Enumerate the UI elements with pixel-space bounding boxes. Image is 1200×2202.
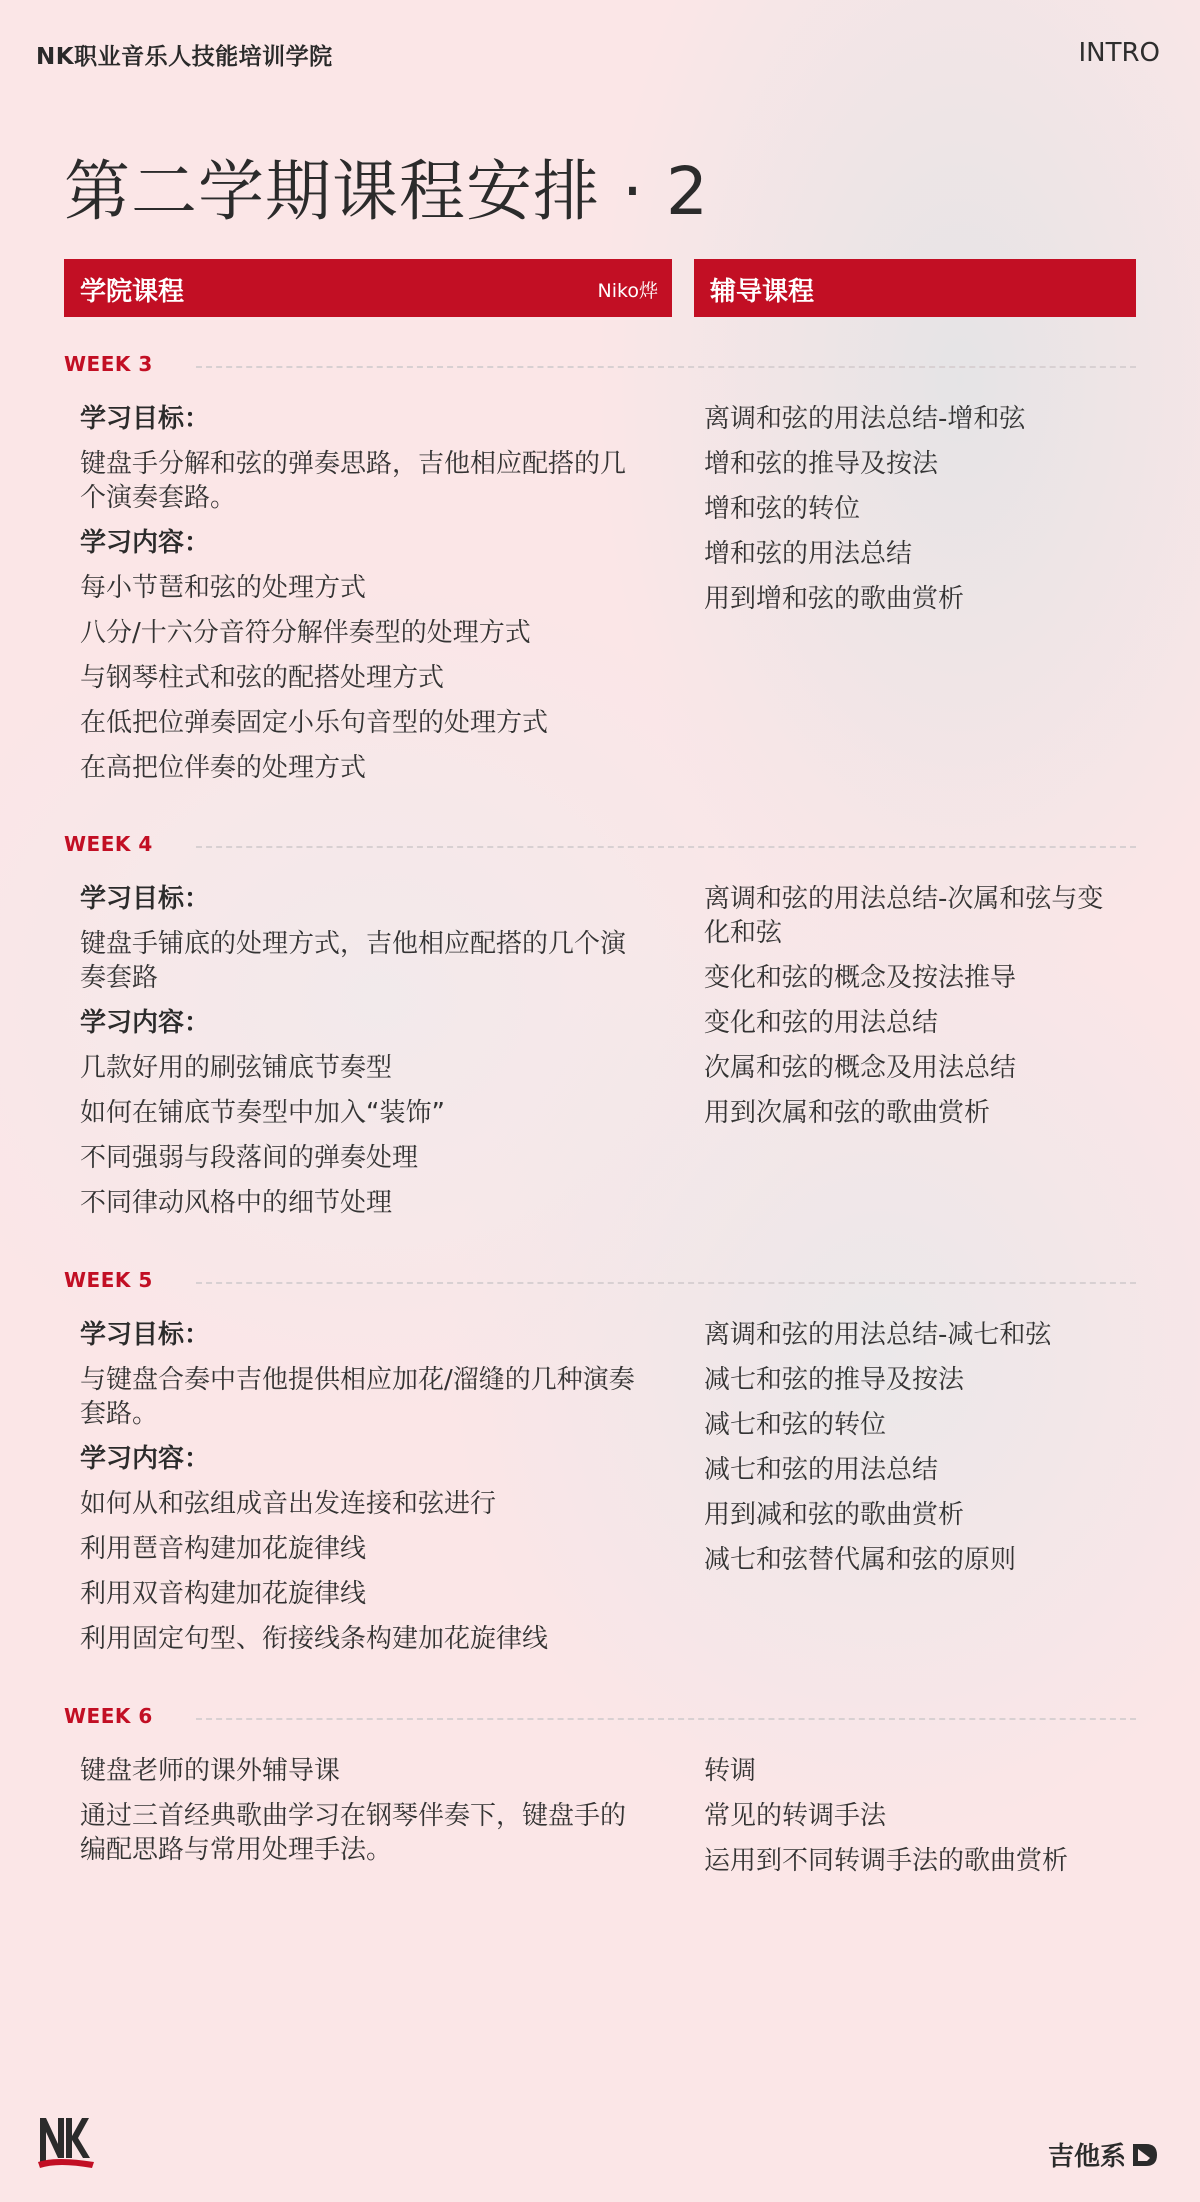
academy-course-list xyxy=(80,1754,640,1878)
course-item: 在高把位伴奏的处理方式 xyxy=(80,753,367,783)
week-divider xyxy=(196,366,1136,368)
department-mark-icon xyxy=(1130,2141,1160,2169)
section-heading: 学习内容： xyxy=(80,1008,211,1038)
tutoring-item: 用到减和弦的歌曲赏析 xyxy=(704,1500,965,1530)
tutoring-item: 减七和弦的推导及按法 xyxy=(704,1365,965,1395)
tutoring-item: 增和弦的推导及按法 xyxy=(704,449,939,479)
academy-course-list xyxy=(80,882,640,1231)
column-header-label: 学院课程 xyxy=(80,277,185,307)
course-item: 键盘手铺底的处理方式，吉他相应配搭的几个演奏套路 xyxy=(80,929,627,993)
tutoring-item: 变化和弦的用法总结 xyxy=(704,1008,939,1038)
course-item: 不同强弱与段落间的弹奏处理 xyxy=(80,1143,419,1173)
tutoring-item: 离调和弦的用法总结-次属和弦与变化和弦 xyxy=(704,884,1104,948)
course-item: 如何从和弦组成音出发连接和弦进行 xyxy=(80,1489,497,1519)
tutoring-item: 减七和弦替代属和弦的原则 xyxy=(704,1545,1017,1575)
tutoring-item: 减七和弦的用法总结 xyxy=(704,1455,939,1485)
section-heading: 学习目标： xyxy=(80,884,211,914)
section-heading: 学习目标： xyxy=(80,1320,211,1350)
tutoring-item: 离调和弦的用法总结-增和弦 xyxy=(704,404,1026,434)
week-label: WEEK 4 xyxy=(64,832,153,856)
tutoring-item: 用到次属和弦的歌曲赏析 xyxy=(704,1098,991,1128)
week-label: WEEK 5 xyxy=(64,1268,153,1292)
tutoring-item: 增和弦的转位 xyxy=(704,494,861,524)
week-divider xyxy=(196,846,1136,848)
column-header-academy xyxy=(64,259,672,317)
course-item: 几款好用的刷弦铺底节奏型 xyxy=(80,1053,393,1083)
column-header-tutoring xyxy=(694,259,1136,317)
tutoring-item: 离调和弦的用法总结-减七和弦 xyxy=(704,1320,1052,1350)
week-divider xyxy=(196,1282,1136,1284)
page-title: 第二学期课程安排 · 2 xyxy=(64,153,709,230)
tutoring-item: 变化和弦的概念及按法推导 xyxy=(704,963,1017,993)
section-label: INTRO xyxy=(1078,38,1160,68)
department-text: 吉他系 xyxy=(1047,2142,1126,2172)
course-item: 与键盘合奏中吉他提供相应加花/溜缝的几种演奏套路。 xyxy=(80,1365,635,1429)
course-item: 键盘手分解和弦的弹奏思路，吉他相应配搭的几个演奏套路。 xyxy=(80,449,627,513)
tutoring-item: 运用到不同转调手法的歌曲赏析 xyxy=(704,1846,1069,1876)
tutoring-course-list xyxy=(704,1318,1104,1588)
department-label xyxy=(1048,2136,1160,2173)
section-heading: 学习内容： xyxy=(80,1444,211,1474)
week-label: WEEK 3 xyxy=(64,352,153,376)
academy-course-list xyxy=(80,1318,640,1667)
nk-music-logo-icon xyxy=(36,2112,96,2170)
tutoring-item: 增和弦的用法总结 xyxy=(704,539,913,569)
course-item: 如何在铺底节奏型中加入“装饰” xyxy=(80,1098,445,1128)
course-item: 每小节琶和弦的处理方式 xyxy=(80,573,367,603)
academy-course-list xyxy=(80,402,640,796)
teacher-name: Niko烨 xyxy=(597,280,658,302)
tutoring-course-list xyxy=(704,882,1104,1141)
course-item: 八分/十六分音符分解伴奏型的处理方式 xyxy=(80,618,531,648)
course-item: 利用琶音构建加花旋律线 xyxy=(80,1534,367,1564)
course-item: 在低把位弹奏固定小乐句音型的处理方式 xyxy=(80,708,549,738)
brand-name: NK职业音乐人技能培训学院 xyxy=(36,44,333,70)
tutoring-course-list xyxy=(704,402,1104,627)
tutoring-course-list xyxy=(704,1754,1104,1889)
course-item: 不同律动风格中的细节处理 xyxy=(80,1188,393,1218)
tutoring-item: 减七和弦的转位 xyxy=(704,1410,887,1440)
tutoring-item: 转调 xyxy=(704,1756,757,1786)
section-heading: 学习内容： xyxy=(80,528,211,558)
section-heading: 学习目标： xyxy=(80,404,211,434)
tutoring-item: 常见的转调手法 xyxy=(704,1801,887,1831)
week-divider xyxy=(196,1718,1136,1720)
course-item: 键盘老师的课外辅导课 xyxy=(80,1756,341,1786)
course-item: 利用双音构建加花旋律线 xyxy=(80,1579,367,1609)
course-item: 利用固定句型、衔接线条构建加花旋律线 xyxy=(80,1624,549,1654)
course-item: 与钢琴柱式和弦的配搭处理方式 xyxy=(80,663,445,693)
tutoring-item: 用到增和弦的歌曲赏析 xyxy=(704,584,965,614)
tutoring-item: 次属和弦的概念及用法总结 xyxy=(704,1053,1017,1083)
course-item: 通过三首经典歌曲学习在钢琴伴奏下，键盘手的编配思路与常用处理手法。 xyxy=(80,1801,627,1865)
column-header-label: 辅导课程 xyxy=(710,277,815,307)
week-label: WEEK 6 xyxy=(64,1704,153,1728)
